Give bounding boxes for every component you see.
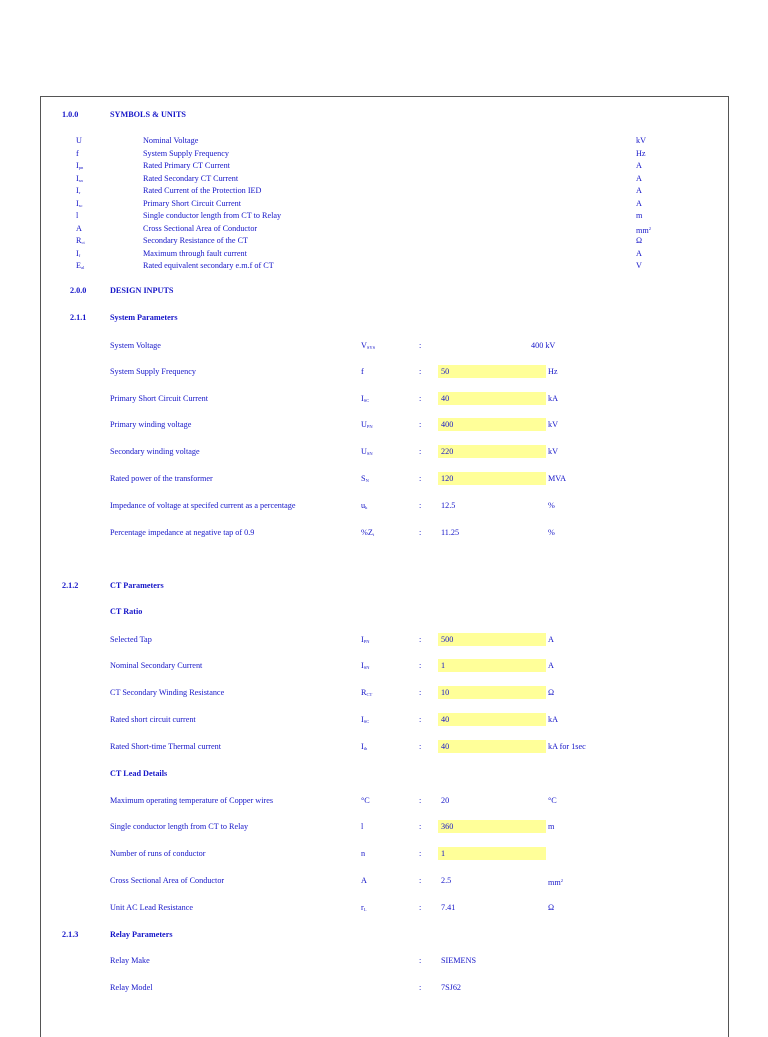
unit-text: A: [636, 186, 642, 195]
symbol: [76, 174, 83, 186]
subsection-title: CT Lead Details: [110, 769, 168, 778]
unit-text: kA: [548, 715, 559, 724]
param-input[interactable]: [438, 392, 546, 405]
symbol-description: Rated Current of the Protection IED: [143, 186, 262, 195]
param-label: Relay Make: [110, 956, 150, 965]
unit: [548, 715, 558, 725]
param-value: 220: [441, 447, 454, 456]
colon: :: [419, 474, 422, 483]
unit-text: A: [548, 635, 554, 644]
symbol-subscript: pn: [78, 165, 84, 170]
symbol-subscript: CT: [366, 692, 373, 697]
unit: [548, 822, 554, 832]
symbol: [361, 661, 370, 673]
param-input[interactable]: [438, 418, 546, 431]
symbol-letter: U: [361, 420, 367, 429]
symbol-subscript: k: [365, 505, 368, 510]
param-value: 120: [441, 474, 454, 483]
unit: [548, 474, 566, 484]
symbol-letter: R: [76, 236, 82, 245]
symbol-description: Nominal Voltage: [143, 136, 199, 145]
symbol-description: Rated equivalent secondary e.m.f of CT: [143, 261, 274, 270]
symbol: [76, 211, 78, 221]
unit-text: °C: [548, 796, 557, 805]
symbol-letter: I: [361, 742, 364, 751]
symbol-letter: I: [76, 198, 79, 208]
colon: :: [419, 688, 422, 697]
colon: :: [419, 394, 422, 403]
param-value: 12.5: [441, 501, 456, 510]
param-value: 400 kV: [531, 341, 556, 350]
param-label: System Voltage: [110, 341, 161, 350]
symbol-subscript: f: [78, 252, 81, 258]
symbol-subscript: SC: [363, 719, 370, 724]
symbol-subscript: SC: [363, 398, 370, 403]
param-label: System Supply Frequency: [110, 367, 196, 376]
param-value: 11.25: [441, 528, 460, 537]
param-value: 40: [441, 742, 450, 751]
subsection-title: CT Ratio: [110, 607, 143, 616]
symbol-description: System Supply Frequency: [143, 148, 229, 158]
symbol-description: Maximum through fault current: [143, 248, 247, 258]
unit: [636, 236, 642, 246]
colon: :: [419, 367, 422, 376]
symbol: [361, 742, 367, 754]
symbol-letter: °C: [361, 796, 370, 805]
param-label: Primary Short Circuit Current: [110, 394, 209, 403]
param-label: Impedance of voltage at specifed current as a percentage: [110, 501, 296, 510]
symbol: [361, 903, 366, 915]
param-input: [438, 874, 546, 887]
section-number: 2.1.2: [62, 581, 79, 590]
param-input: [438, 499, 546, 512]
symbol: [361, 394, 369, 406]
unit-text: %: [548, 528, 555, 537]
unit-text: Ω: [548, 903, 555, 912]
param-label: CT Secondary Winding Resistance: [110, 688, 225, 697]
symbol-subscript: al: [81, 265, 85, 270]
symbol-subscript: SN: [366, 451, 373, 456]
symbol: [76, 236, 85, 248]
unit: [548, 447, 558, 457]
unit-text: mm: [636, 225, 649, 235]
symbol-letter: I: [361, 715, 364, 724]
symbol: [361, 501, 367, 513]
symbol-subscript: SN: [363, 665, 370, 670]
param-input[interactable]: [438, 820, 546, 833]
param-value: 20: [441, 796, 450, 805]
unit-text: m: [548, 822, 555, 831]
symbol-subscript: SYS: [366, 345, 376, 350]
unit: [548, 688, 554, 698]
param-input[interactable]: [438, 365, 546, 378]
colon: :: [419, 528, 422, 537]
unit-text: kV: [548, 447, 559, 456]
symbol-letter: f: [361, 367, 364, 376]
param-label: Maximum operating temperature of Copper wires: [110, 796, 274, 805]
symbol: [76, 161, 83, 173]
unit: [636, 249, 642, 259]
section-title: DESIGN INPUTS: [110, 286, 174, 295]
param-input[interactable]: [438, 659, 546, 672]
param-value: 360: [441, 822, 454, 831]
param-input[interactable]: [438, 713, 546, 726]
symbol-letter: U: [361, 447, 367, 456]
param-input: [438, 901, 546, 914]
symbol: [361, 474, 369, 486]
symbol-letter: I: [76, 248, 79, 258]
symbol-letter: l: [361, 822, 364, 831]
symbol: [76, 261, 84, 273]
param-input: [438, 794, 546, 807]
colon: :: [419, 903, 422, 912]
unit-text: Hz: [548, 367, 558, 376]
colon: :: [419, 983, 422, 992]
symbol: [361, 635, 370, 647]
symbol-letter: A: [76, 223, 82, 233]
symbol-subscript: ct: [81, 240, 85, 245]
unit-text: kV: [636, 136, 647, 145]
unit-text: A: [636, 248, 642, 258]
symbol-letter: I: [361, 635, 364, 644]
unit: [636, 161, 642, 171]
unit-text: %: [548, 501, 555, 510]
param-label: Relay Model: [110, 983, 153, 992]
symbol-letter: u: [361, 501, 366, 510]
section-title: Relay Parameters: [110, 930, 173, 939]
param-input: [438, 526, 546, 539]
param-value: 400: [441, 420, 454, 429]
colon: :: [419, 876, 422, 885]
param-input[interactable]: [438, 740, 546, 753]
symbol-letter: I: [76, 173, 79, 183]
colon: :: [419, 715, 422, 724]
param-value: 2.5: [441, 876, 452, 885]
unit-text: Hz: [636, 148, 646, 158]
symbol-letter: I: [361, 661, 364, 670]
symbol: [76, 186, 80, 198]
section-number: 2.1.3: [62, 930, 79, 939]
param-label: Rated short circuit current: [110, 715, 196, 724]
unit-text: V: [636, 261, 642, 270]
symbol: [76, 224, 82, 234]
param-value: 10: [441, 688, 450, 697]
symbol-description: Rated Secondary CT Current: [143, 173, 239, 183]
param-input[interactable]: [438, 472, 546, 485]
unit-superscript: 2: [560, 878, 563, 883]
unit: [548, 501, 555, 511]
param-value: 7SJ62: [441, 983, 462, 992]
symbol-letter: l: [76, 211, 79, 220]
unit: [636, 261, 642, 271]
symbol-description: Cross Sectional Area of Conductor: [143, 223, 258, 233]
colon: :: [419, 796, 422, 805]
symbol: [361, 447, 373, 459]
symbol-letter: U: [76, 136, 82, 145]
symbol: [361, 876, 367, 886]
unit: [548, 367, 558, 377]
symbol: [76, 199, 82, 211]
unit-superscript: 2: [648, 225, 651, 231]
symbol-subscript: sc: [78, 202, 83, 208]
symbol: [361, 420, 373, 432]
param-value: SIEMENS: [441, 956, 477, 965]
param-label: Rated Short-time Thermal current: [110, 742, 222, 751]
unit: [548, 528, 555, 538]
colon: :: [419, 822, 422, 831]
colon: :: [419, 635, 422, 644]
symbol-subscript: PN: [363, 639, 370, 644]
param-value: 50: [441, 367, 450, 376]
param-input[interactable]: [438, 633, 546, 646]
symbol-subscript: N: [365, 478, 369, 483]
colon: :: [419, 341, 422, 350]
unit-text: Ω: [548, 688, 555, 697]
symbol: [76, 249, 80, 261]
param-input[interactable]: [438, 445, 546, 458]
unit-text: A: [636, 173, 642, 183]
symbol: [361, 822, 363, 832]
colon: :: [419, 420, 422, 429]
symbol-letter: A: [361, 876, 367, 885]
unit-text: m: [636, 211, 643, 220]
symbol-subscript: PN: [366, 424, 373, 429]
unit-text: kA: [548, 394, 559, 403]
unit: [636, 174, 642, 184]
unit-text: A: [636, 198, 642, 208]
unit-text: mm: [548, 878, 561, 887]
unit-text: kA for 1sec: [548, 742, 586, 751]
section-number: 1.0.0: [62, 110, 79, 119]
symbol-letter: I: [361, 394, 364, 403]
symbol: [76, 149, 79, 159]
param-value: 1: [441, 849, 446, 858]
unit: [636, 186, 642, 196]
symbol-letter: V: [361, 341, 367, 350]
symbol-subscript: sn: [78, 177, 83, 183]
symbol-letter: f: [76, 148, 79, 158]
symbol: [361, 528, 374, 540]
colon: :: [419, 447, 422, 456]
unit: [636, 136, 646, 146]
param-label: Nominal Secondary Current: [110, 661, 203, 670]
colon: :: [419, 661, 422, 670]
symbol: [361, 796, 370, 806]
unit: [548, 796, 557, 806]
unit-text: Ω: [636, 236, 643, 245]
unit-text: kV: [548, 420, 559, 429]
colon: :: [419, 501, 422, 510]
symbol-letter: I: [76, 186, 79, 195]
unit: [636, 211, 642, 221]
symbol-description: Rated Primary CT Current: [143, 161, 230, 170]
unit: [548, 394, 558, 404]
unit-text: MVA: [548, 474, 567, 483]
symbol-subscript: r: [78, 190, 81, 195]
symbol: [361, 341, 375, 353]
symbol-subscript: L: [363, 907, 367, 912]
param-value: 7.41: [441, 903, 456, 912]
symbol-letter: n: [361, 849, 366, 858]
param-input[interactable]: [438, 847, 546, 860]
symbol-description: Primary Short Circuit Current: [143, 198, 242, 208]
unit: [636, 224, 651, 236]
symbol-subscript: t: [372, 532, 375, 537]
colon: :: [419, 849, 422, 858]
param-label: Selected Tap: [110, 635, 152, 644]
param-label: Rated power of the transformer: [110, 474, 213, 483]
symbol-letter: r: [361, 903, 364, 912]
symbol: [76, 136, 82, 146]
section-number: 2.0.0: [70, 286, 87, 295]
symbol: [361, 367, 364, 377]
colon: :: [419, 956, 422, 965]
param-label: Percentage impedance at negative tap of 0.9: [110, 528, 255, 537]
unit: [548, 903, 554, 913]
unit: [548, 876, 563, 888]
unit-text: A: [636, 161, 642, 170]
symbol-subscript: th: [363, 746, 368, 751]
symbol-letter: R: [361, 688, 367, 697]
section-title: CT Parameters: [110, 581, 164, 590]
unit: [548, 742, 586, 752]
symbol-description: Secondary Resistance of the CT: [143, 236, 249, 245]
symbol: [361, 688, 372, 700]
symbol-letter: %Z: [361, 528, 373, 537]
param-label: Unit AC Lead Resistance: [110, 903, 193, 912]
param-value: 40: [441, 394, 450, 403]
param-value: 500: [441, 635, 454, 644]
param-input[interactable]: [438, 686, 546, 699]
param-value: 40: [441, 715, 450, 724]
symbol: [361, 849, 365, 859]
param-label: Single conductor length from CT to Relay: [110, 822, 249, 831]
symbol-description: Single conductor length from CT to Relay: [143, 211, 282, 220]
param-label: Cross Sectional Area of Conductor: [110, 876, 225, 885]
symbol: [361, 715, 369, 727]
param-value: 1: [441, 661, 446, 670]
unit: [636, 149, 646, 159]
unit-text: A: [548, 661, 554, 670]
section-title: SYMBOLS & UNITS: [110, 110, 186, 119]
symbol-letter: S: [361, 474, 366, 483]
symbol-letter: E: [76, 261, 82, 270]
unit: [548, 661, 554, 671]
unit: [548, 420, 558, 430]
colon: :: [419, 742, 422, 751]
param-label: Secondary winding voltage: [110, 447, 200, 456]
unit: [548, 635, 554, 645]
param-label: Primary winding voltage: [110, 420, 192, 429]
symbol-letter: I: [76, 161, 79, 170]
section-title: System Parameters: [110, 313, 178, 322]
unit: [636, 199, 642, 209]
param-label: Number of runs of conductor: [110, 849, 206, 858]
section-number: 2.1.1: [70, 313, 87, 322]
